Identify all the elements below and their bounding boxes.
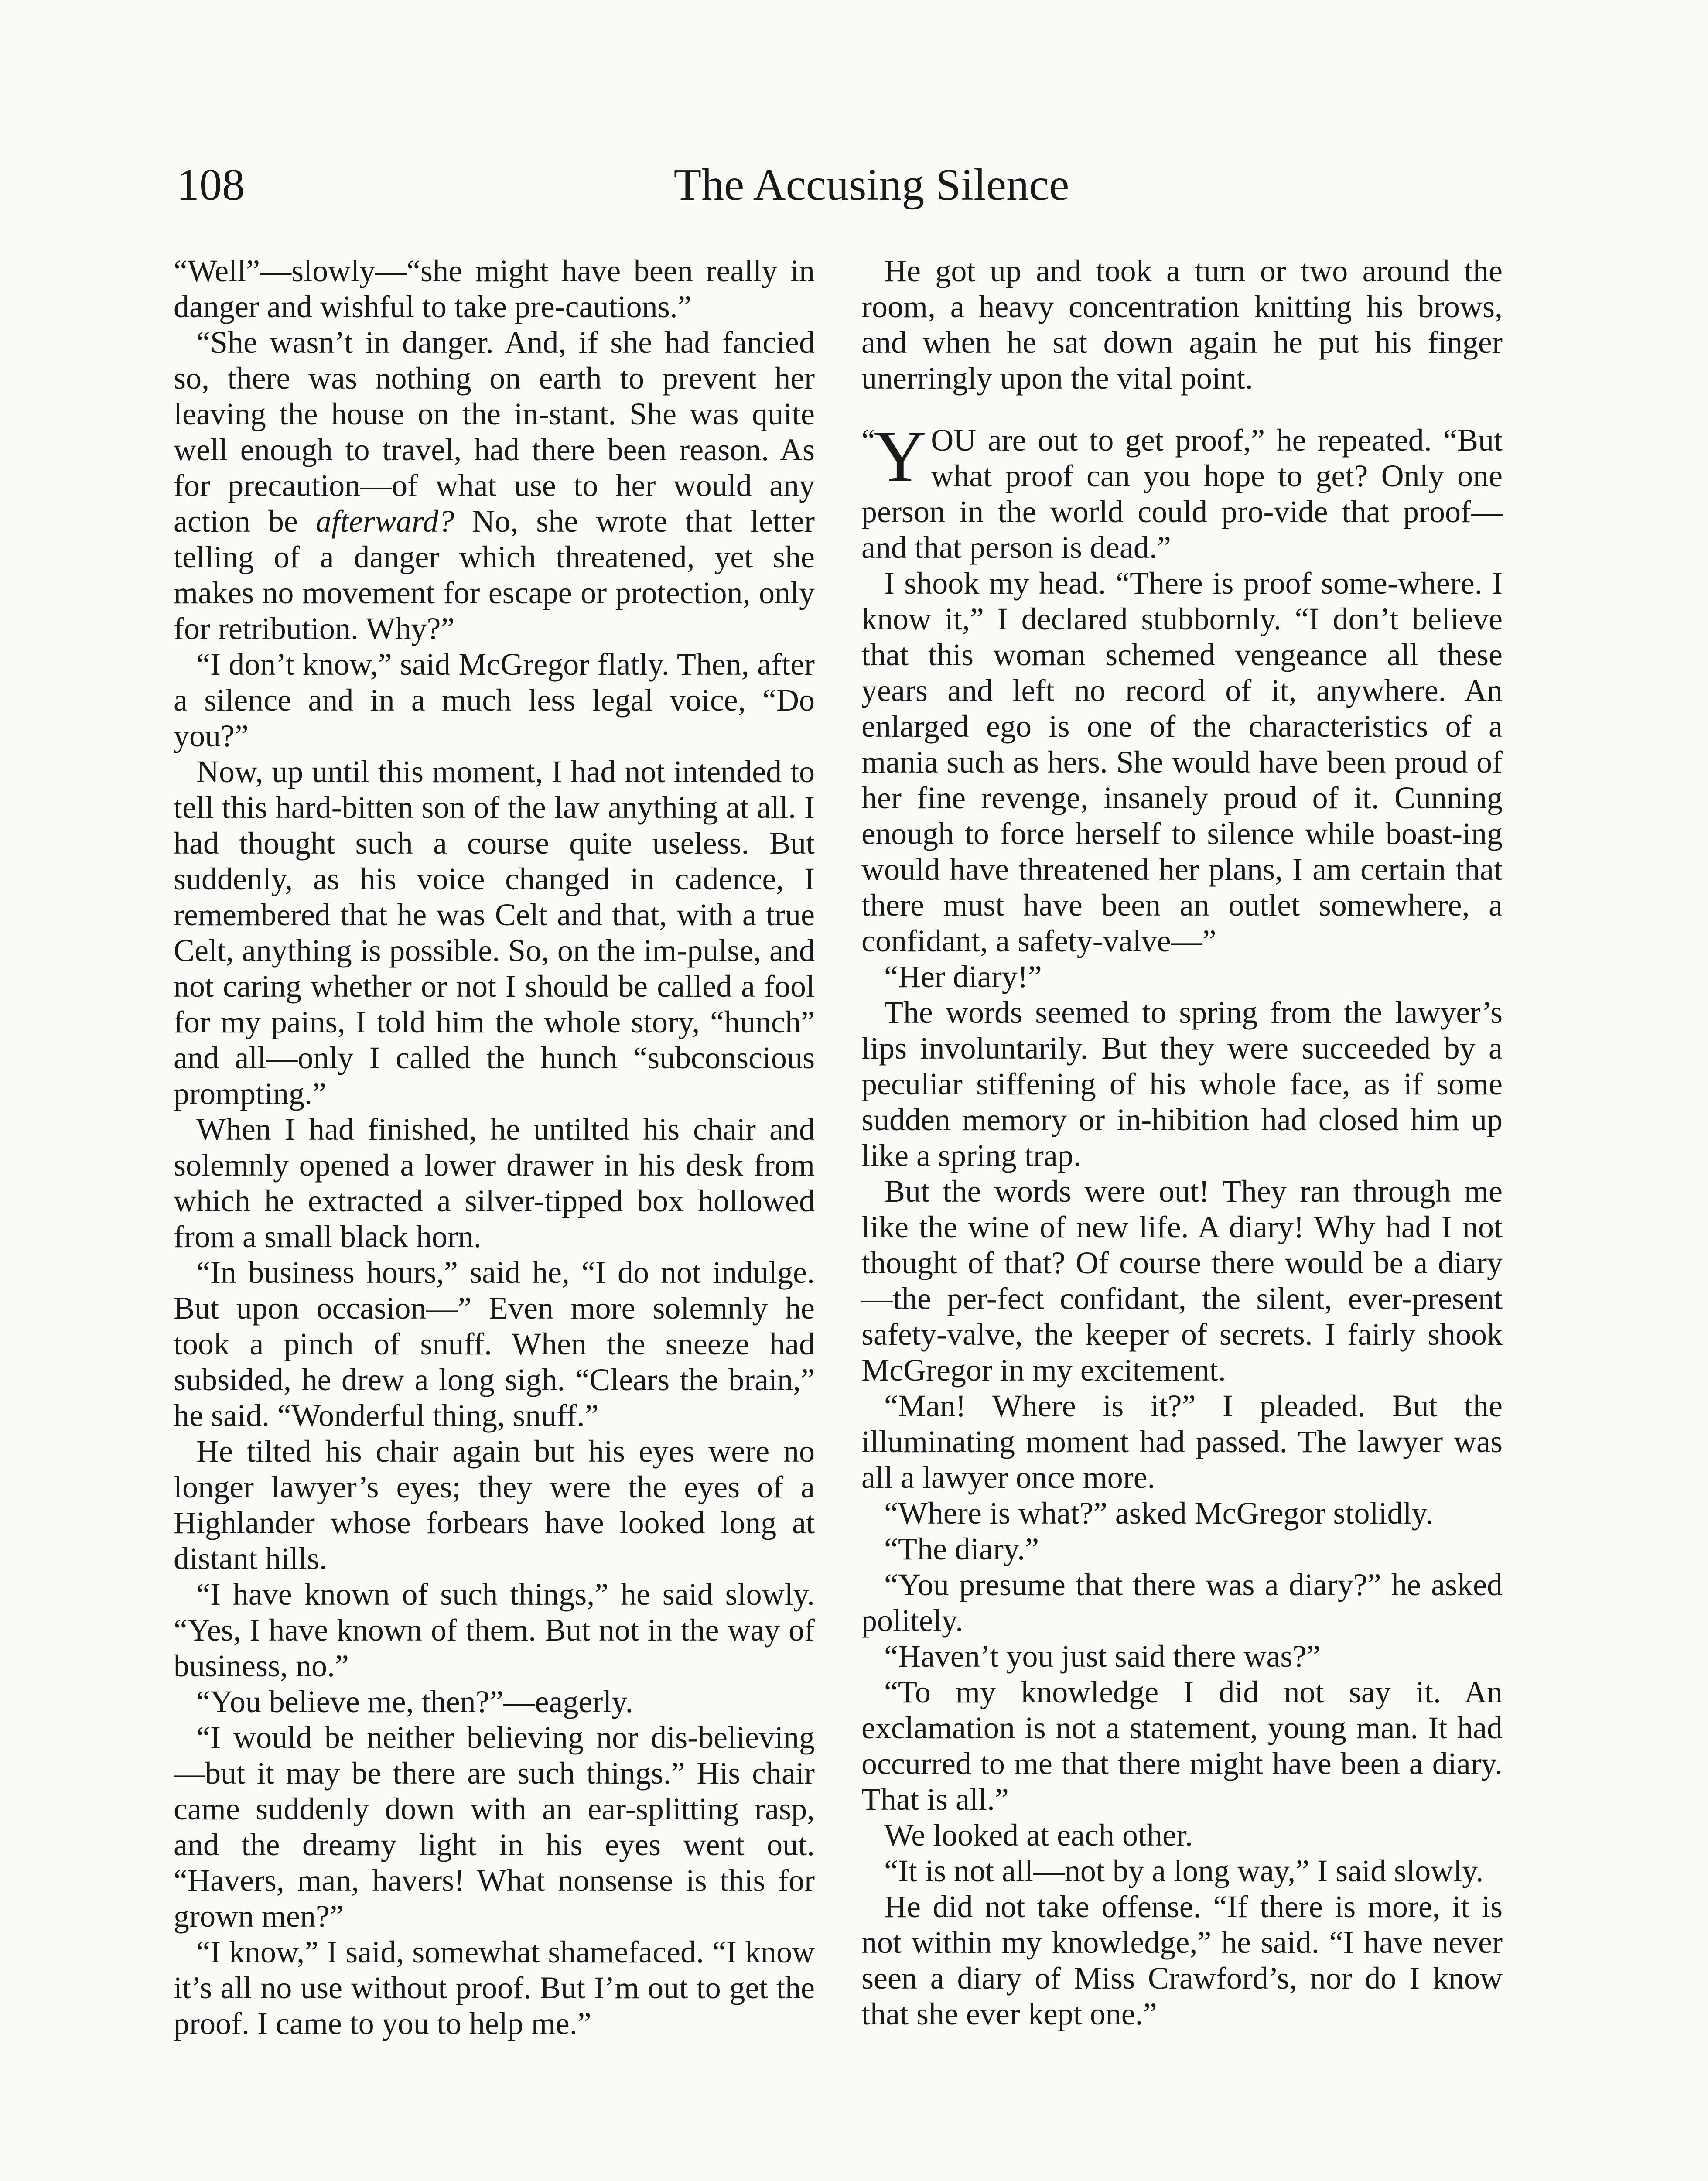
paragraph: He got up and took a turn or two around the room, a heavy concentration knitting his brows, and when he sat down again he put his finger unerringly upon the vital point. xyxy=(861,253,1503,396)
paragraph: He did not take offense. “If there is more, it is not within my knowledge,” he said. “I have never seen a diary of Miss Crawford’s, nor do I know that she ever kept one.” xyxy=(861,1889,1503,2031)
paragraph: “Haven’t you just said there was?” xyxy=(884,1639,1321,1674)
paragraph: The words seemed to spring from the lawyer’s lips involuntarily. But they were succeeded by a peculiar stiffening of his whole face, as if some sudden memory or in-hibition had closed him up like a spring trap. xyxy=(861,995,1503,1173)
paragraph: “It is not all—not by a long way,” I said slowly. xyxy=(884,1853,1484,1888)
italic-word: afterward? xyxy=(315,504,454,539)
paragraph: “I would be neither believing nor dis-believing—but it may be there are such things.” His chair came suddenly down with an ear-splitting rasp, and the dreamy light in his eyes went out. “Havers, man, havers! What nonsense is this for grown men?” xyxy=(174,1720,815,1934)
right-column xyxy=(861,253,1503,2181)
dropcap-open-quote: “ xyxy=(861,423,875,458)
paragraph: Now, up until this moment, I had not intended to tell this hard-bitten son of the law anything at all. I had thought such a course quite useless. But suddenly, as his voice changed in cadence, I remembered that he was Celt and that, with a true Celt, anything is possible. So, on the im-pulse, and not caring whether or not I should be called a fool for my pains, I told him the whole story, “hunch” and all—only I called the hunch “subconscious prompting.” xyxy=(174,754,815,1111)
paragraph-text: OU are out to get proof,” he repeated. “But what proof can you hope to get? Only one person in the world could pro-vide that proof—and that person is dead.” xyxy=(861,423,1503,565)
paragraph: “The diary.” xyxy=(884,1531,1039,1566)
left-column xyxy=(174,253,815,2181)
paragraph: “You presume that there was a diary?” he asked politely. xyxy=(861,1567,1503,1638)
paragraph: “I know,” I said, somewhat shamefaced. “I know it’s all no use without proof. But I’m out to get the proof. I came to you to help me.” xyxy=(174,1935,815,2041)
paragraph: “Her diary!” xyxy=(884,959,1042,994)
dropcap-letter: Y xyxy=(873,416,927,497)
paragraph-text: No, she wrote that letter telling of a danger which threatened, yet she makes no movement for escape or protection, only for retribution. Why?” xyxy=(174,504,815,646)
paragraph: “I don’t know,” said McGregor flatly. Then, after a silence and in a much less legal voice, “Do you?” xyxy=(174,647,815,753)
paragraph: “Man! Where is it?” I pleaded. But the illuminating moment had passed. The lawyer was all a lawyer once more. xyxy=(861,1388,1503,1495)
dropcap-paragraph xyxy=(861,416,1503,565)
paragraph: He tilted his chair again but his eyes were no longer lawyer’s eyes; they were the eyes of a Highlander whose forbears have looked long at distant hills. xyxy=(174,1434,815,1576)
paragraph: “To my knowledge I did not say it. An exclamation is not a statement, young man. It had occurred to me that there might have been a diary. That is all.” xyxy=(861,1675,1503,1817)
paragraph: “Well”—slowly—“she might have been really in danger and wishful to take pre-cautions.” xyxy=(174,253,815,324)
paragraph: “You believe me, then?”—eagerly. xyxy=(196,1684,633,1719)
page-number: 108 xyxy=(177,160,245,210)
paragraph: I shook my head. “There is proof some-where. I know it,” I declared stubbornly. “I don’t believe that this woman schemed vengeance all these years and left no record of it, anywhere. An enlarged ego is one of the characteristics of a mania such as hers. She would have been proud of her fine revenge, insanely proud of it. Cunning enough to force herself to silence while boast-ing would have threatened her plans, I am certain that there must have been an outlet somewhere, a confidant, a safety-valve—” xyxy=(861,566,1503,958)
page-header xyxy=(0,0,1708,244)
paragraph: “I have known of such things,” he said slowly. “Yes, I have known of them. But not in the way of business, no.” xyxy=(174,1577,815,1683)
paragraph-text: “She wasn’t in danger. And, if she had fancied so, there was nothing on earth to prevent her leaving the house on the in-stant. She was quite well enough to travel, had there been reason. As for precaution—of what use to her would any action be xyxy=(174,325,815,539)
paragraph: When I had finished, he untilted his chair and solemnly opened a lower drawer in his desk from which he extracted a silver-tipped box hollowed from a small black horn. xyxy=(174,1112,815,1254)
paragraph xyxy=(174,325,815,646)
paragraph: But the words were out! They ran through me like the wine of new life. A diary! Why had I not thought of that? Of course there would be a diary—the per-fect confidant, the silent, ever-present safety-valve, the keeper of secrets. I fairly shook McGregor in my excitement. xyxy=(861,1174,1503,1388)
paragraph: “Where is what?” asked McGregor stolidly. xyxy=(884,1496,1433,1531)
paragraph: We looked at each other. xyxy=(884,1818,1193,1853)
paragraph: “In business hours,” said he, “I do not indulge. But upon occasion—” Even more solemnly he took a pinch of snuff. When the sneeze had subsided, he drew a long sigh. “Clears the brain,” he said. “Wonderful thing, snuff.” xyxy=(174,1255,815,1433)
running-title: The Accusing Silence xyxy=(673,160,1069,210)
